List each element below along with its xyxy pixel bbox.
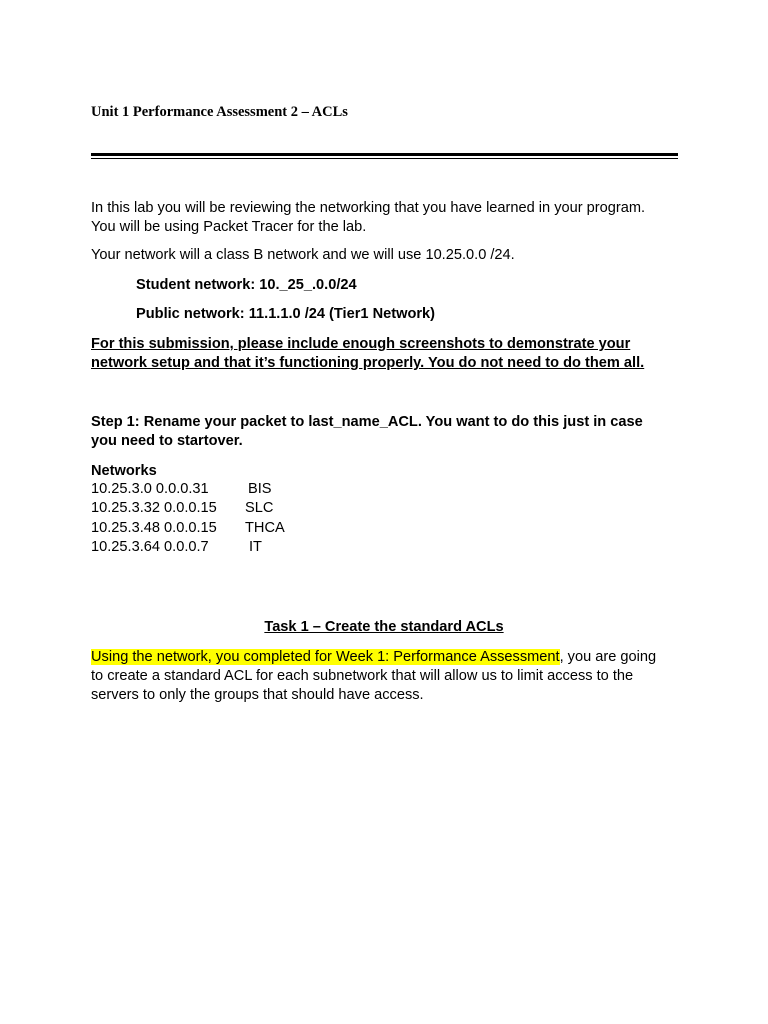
network-row [91,539,262,555]
network-row [91,500,273,516]
task1-heading: Task 1 – Create the standard ACLs [264,619,504,635]
network-address: 10.25.3.64 0.0.0.7 [91,539,209,555]
public-network: Public network: 11.1.1.0 /24 (Tier1 Network) [136,306,436,322]
network-group: THCA [245,520,285,536]
step1-line-1: Step 1: Rename your packet to last_name_ACL. You want to do this just in case [91,414,643,430]
submission-note-line-1: For this submission, please include enough screenshots to demonstrate your [91,336,631,352]
network-group: IT [249,539,262,555]
network-statement: Your network will a class B network and we will use 10.25.0.0 /24. [91,247,515,263]
task1-line-1-rest: , you are going [559,649,657,665]
network-address: 10.25.3.0 0.0.0.31 [91,481,209,497]
network-address: 10.25.3.48 0.0.0.15 [91,520,217,536]
network-address: 10.25.3.32 0.0.0.15 [91,500,217,516]
step1-line-2: you need to startover. [91,433,243,449]
intro-line-1: In this lab you will be reviewing the networking that you have learned in your program. [91,200,646,216]
network-row [91,520,285,536]
task1-line-2: to create a standard ACL for each subnetwork that will allow us to limit access to the [91,668,634,684]
intro-line-2: You will be using Packet Tracer for the lab. [91,219,367,235]
title-divider-thick [91,153,678,156]
network-row [91,481,272,497]
networks-heading: Networks [91,463,157,479]
highlighted-text: Using the network, you completed for Week 1: Performance Assessment [91,649,560,665]
network-group: SLC [245,500,274,516]
task1-line-3: servers to only the groups that should have access. [91,687,424,703]
submission-note-line-2: network setup and that it’s functioning properly. You do not need to do them all. [91,355,645,371]
network-group: BIS [248,481,272,497]
title-divider-thin [91,158,678,159]
student-network: Student network: 10._25_.0.0/24 [136,277,357,293]
page-title: Unit 1 Performance Assessment 2 – ACLs [91,104,348,120]
task1-line-1 [91,648,656,668]
